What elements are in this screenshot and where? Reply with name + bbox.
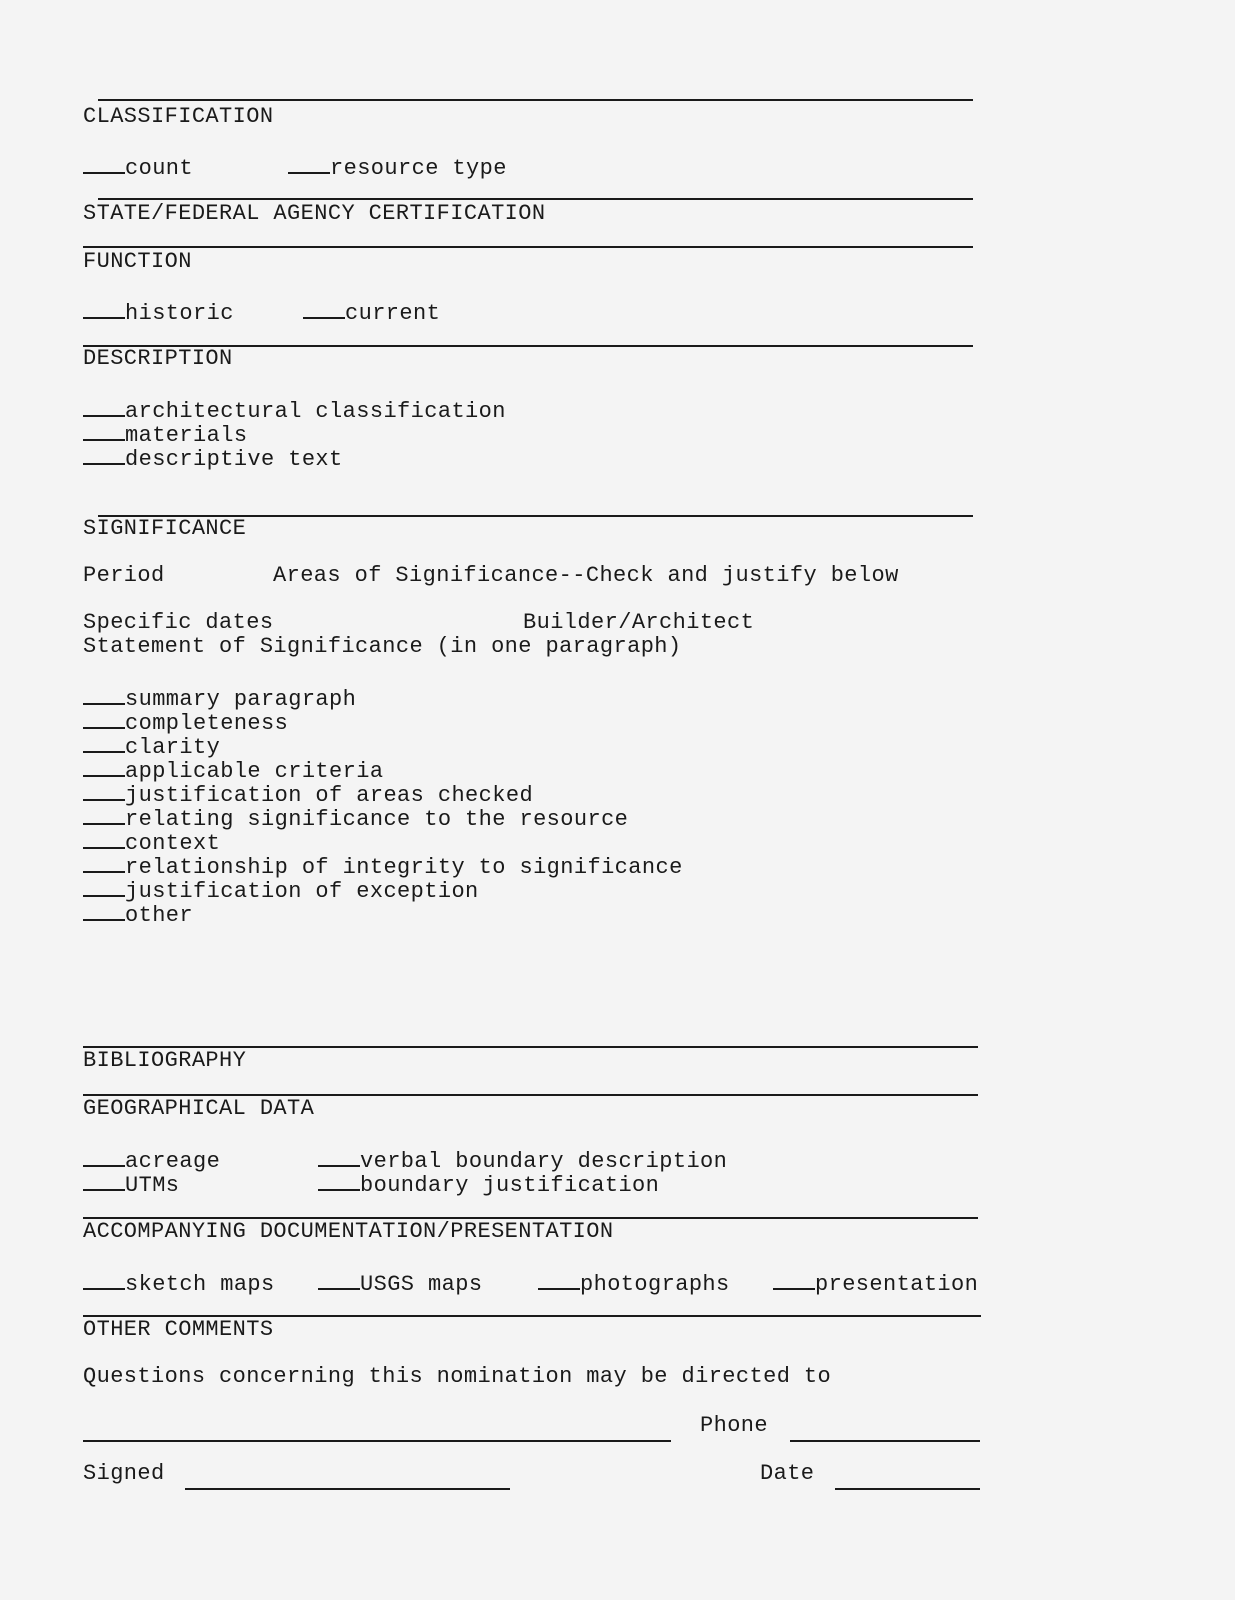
checkbox-descriptive-text[interactable]: descriptive text <box>83 443 343 472</box>
checkbox-architectural-classification[interactable]: architectural classification <box>83 395 506 424</box>
areas-label: Areas of Significance--Check and justify below <box>273 563 899 588</box>
checkbox-historic[interactable]: historic <box>83 297 234 326</box>
section-rule <box>98 198 973 200</box>
checkbox-boundary-justification[interactable]: boundary justification <box>318 1169 659 1198</box>
checkbox-other[interactable]: other <box>83 899 193 928</box>
date-field[interactable] <box>835 1488 980 1490</box>
check-blank[interactable] <box>538 1268 580 1290</box>
check-blank[interactable] <box>83 707 125 729</box>
checkbox-current[interactable]: current <box>303 297 440 326</box>
checkbox-photographs[interactable]: photographs <box>538 1268 730 1297</box>
section-rule <box>83 246 973 248</box>
check-blank[interactable] <box>288 152 330 174</box>
checkbox-presentation[interactable]: presentation <box>773 1268 978 1297</box>
checkbox-justification-exception[interactable]: justification of exception <box>83 875 479 904</box>
checkbox-context[interactable]: context <box>83 827 220 856</box>
check-blank[interactable] <box>773 1268 815 1290</box>
questions-text: Questions concerning this nomination may be directed to <box>83 1364 832 1389</box>
signature-field[interactable] <box>185 1488 510 1490</box>
checkbox-utms[interactable]: UTMs <box>83 1169 179 1198</box>
specific-dates-label: Specific dates <box>83 610 274 635</box>
check-blank[interactable] <box>318 1268 360 1290</box>
checkbox-relationship-integrity[interactable]: relationship of integrity to significance <box>83 851 683 880</box>
check-blank[interactable] <box>83 731 125 753</box>
check-blank[interactable] <box>83 1169 125 1191</box>
check-blank[interactable] <box>83 875 125 897</box>
check-blank[interactable] <box>83 899 125 921</box>
check-blank[interactable] <box>303 297 345 319</box>
phone-label: Phone <box>700 1413 769 1438</box>
date-label: Date <box>760 1461 815 1486</box>
certification-heading: STATE/FEDERAL AGENCY CERTIFICATION <box>83 201 546 226</box>
checkbox-clarity[interactable]: clarity <box>83 731 220 760</box>
check-blank[interactable] <box>83 827 125 849</box>
contact-name-field[interactable] <box>83 1440 671 1442</box>
check-blank[interactable] <box>318 1145 360 1167</box>
period-label: Period <box>83 563 165 588</box>
phone-field[interactable] <box>790 1440 980 1442</box>
check-blank[interactable] <box>83 779 125 801</box>
accompanying-heading: ACCOMPANYING DOCUMENTATION/PRESENTATION <box>83 1219 614 1244</box>
checkbox-applicable-criteria[interactable]: applicable criteria <box>83 755 383 784</box>
check-blank[interactable] <box>83 419 125 441</box>
checkbox-materials[interactable]: materials <box>83 419 247 448</box>
description-heading: DESCRIPTION <box>83 346 233 371</box>
checkbox-summary-paragraph[interactable]: summary paragraph <box>83 683 356 712</box>
checkbox-completeness[interactable]: completeness <box>83 707 288 736</box>
check-blank[interactable] <box>83 152 125 174</box>
check-blank[interactable] <box>83 851 125 873</box>
check-blank[interactable] <box>83 683 125 705</box>
classification-heading: CLASSIFICATION <box>83 104 274 129</box>
check-blank[interactable] <box>83 395 125 417</box>
other-comments-heading: OTHER COMMENTS <box>83 1317 274 1342</box>
checkbox-usgs-maps[interactable]: USGS maps <box>318 1268 482 1297</box>
significance-heading: SIGNIFICANCE <box>83 516 247 541</box>
checkbox-count[interactable]: count <box>83 152 193 181</box>
check-blank[interactable] <box>83 755 125 777</box>
bibliography-heading: BIBLIOGRAPHY <box>83 1048 247 1073</box>
function-heading: FUNCTION <box>83 249 192 274</box>
checkbox-relating-significance[interactable]: relating significance to the resource <box>83 803 628 832</box>
checkbox-justification-areas[interactable]: justification of areas checked <box>83 779 533 808</box>
checkbox-acreage[interactable]: acreage <box>83 1145 220 1174</box>
section-rule <box>98 99 973 101</box>
statement-label: Statement of Significance (in one paragraph) <box>83 634 682 659</box>
geographical-heading: GEOGRAPHICAL DATA <box>83 1096 315 1121</box>
checkbox-resource-type[interactable]: resource type <box>288 152 507 181</box>
checkbox-verbal-boundary[interactable]: verbal boundary description <box>318 1145 727 1174</box>
checkbox-sketch-maps[interactable]: sketch maps <box>83 1268 275 1297</box>
builder-label: Builder/Architect <box>523 610 755 635</box>
check-blank[interactable] <box>83 443 125 465</box>
check-blank[interactable] <box>83 297 125 319</box>
check-blank[interactable] <box>83 803 125 825</box>
signed-label: Signed <box>83 1461 165 1486</box>
check-blank[interactable] <box>318 1169 360 1191</box>
check-blank[interactable] <box>83 1145 125 1167</box>
check-blank[interactable] <box>83 1268 125 1290</box>
